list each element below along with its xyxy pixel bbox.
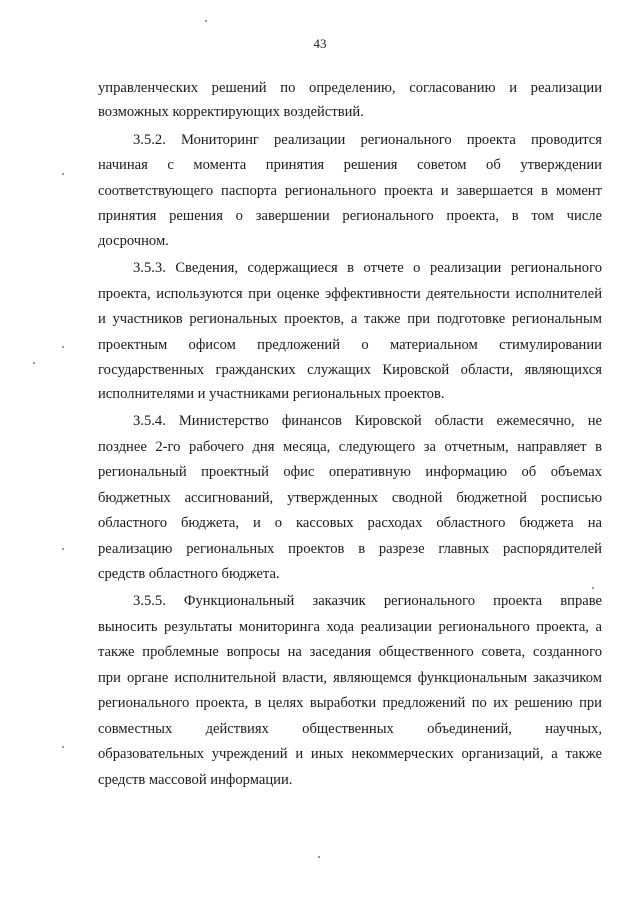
text-line: региональный проектный офис оперативную информацию об объемах [98,464,602,480]
text-line: проекта, используются при оценке эффективности деятельности исполнителей [98,286,602,302]
text-line: соответствующего паспорта регионального проекта и завершается в момент [98,183,602,199]
text-line: 3.5.4. Министерство финансов Кировской области ежемесячно, не [133,413,602,429]
text-line: государственных гражданских служащих Кировской области, являющихся [98,362,602,378]
text-line: 3.5.5. Функциональный заказчик регионального проекта вправе [133,593,602,609]
text-line: бюджетных ассигнований, утвержденных сводной бюджетной росписью [98,490,602,506]
text-line: проектным офисом предложений о материальном стимулировании [98,337,602,353]
text-line: при органе исполнительной власти, являющемся функциональным заказчиком [98,670,602,686]
text-line: позднее 2-го рабочего дня месяца, следующего за отчетным, направляет в [98,439,602,455]
text-line: также проблемные вопросы на заседания общественного совета, созданного [98,644,602,660]
scan-speck [205,20,207,22]
scan-speck [592,587,594,589]
text-line: 3.5.3. Сведения, содержащиеся в отчете о реализации регионального [133,260,602,276]
scan-speck [62,746,64,748]
text-line: исполнителями и участниками региональных проектов. [98,386,445,402]
text-line: 3.5.2. Мониторинг реализации регионального проекта проводится [133,132,602,148]
text-line: регионального проекта, в целях выработки предложений по их решению при [98,695,602,711]
scan-speck [318,856,320,858]
text-line: возможных корректирующих воздействий. [98,104,364,120]
text-line: совместных действиях общественных объединений, научных, [98,721,602,737]
text-line: средств массовой информации. [98,772,293,788]
text-line: и участников региональных проектов, а также при подготовке региональным [98,311,602,327]
page-number: 43 [313,36,327,51]
text-line: начиная с момента принятия решения советом об утверждении [98,157,602,173]
text-line: управленческих решений по определению, согласованию и реализации [98,80,602,96]
text-line: принятия решения о завершении регионального проекта, в том числе [98,208,602,224]
text-line: образовательных учреждений и иных некоммерческих организаций, а также [98,746,602,762]
text-line: областного бюджета, и о кассовых расходах областного бюджета на [98,515,602,531]
text-line: досрочном. [98,233,169,249]
scan-speck [33,362,35,364]
scan-speck [62,173,64,175]
text-line: средств областного бюджета. [98,566,280,582]
scan-speck [62,548,64,550]
text-line: реализацию региональных проектов в разрезе главных распорядителей [98,541,602,557]
scan-speck [62,346,64,348]
text-line: выносить результаты мониторинга хода реализации регионального проекта, а [98,619,602,635]
